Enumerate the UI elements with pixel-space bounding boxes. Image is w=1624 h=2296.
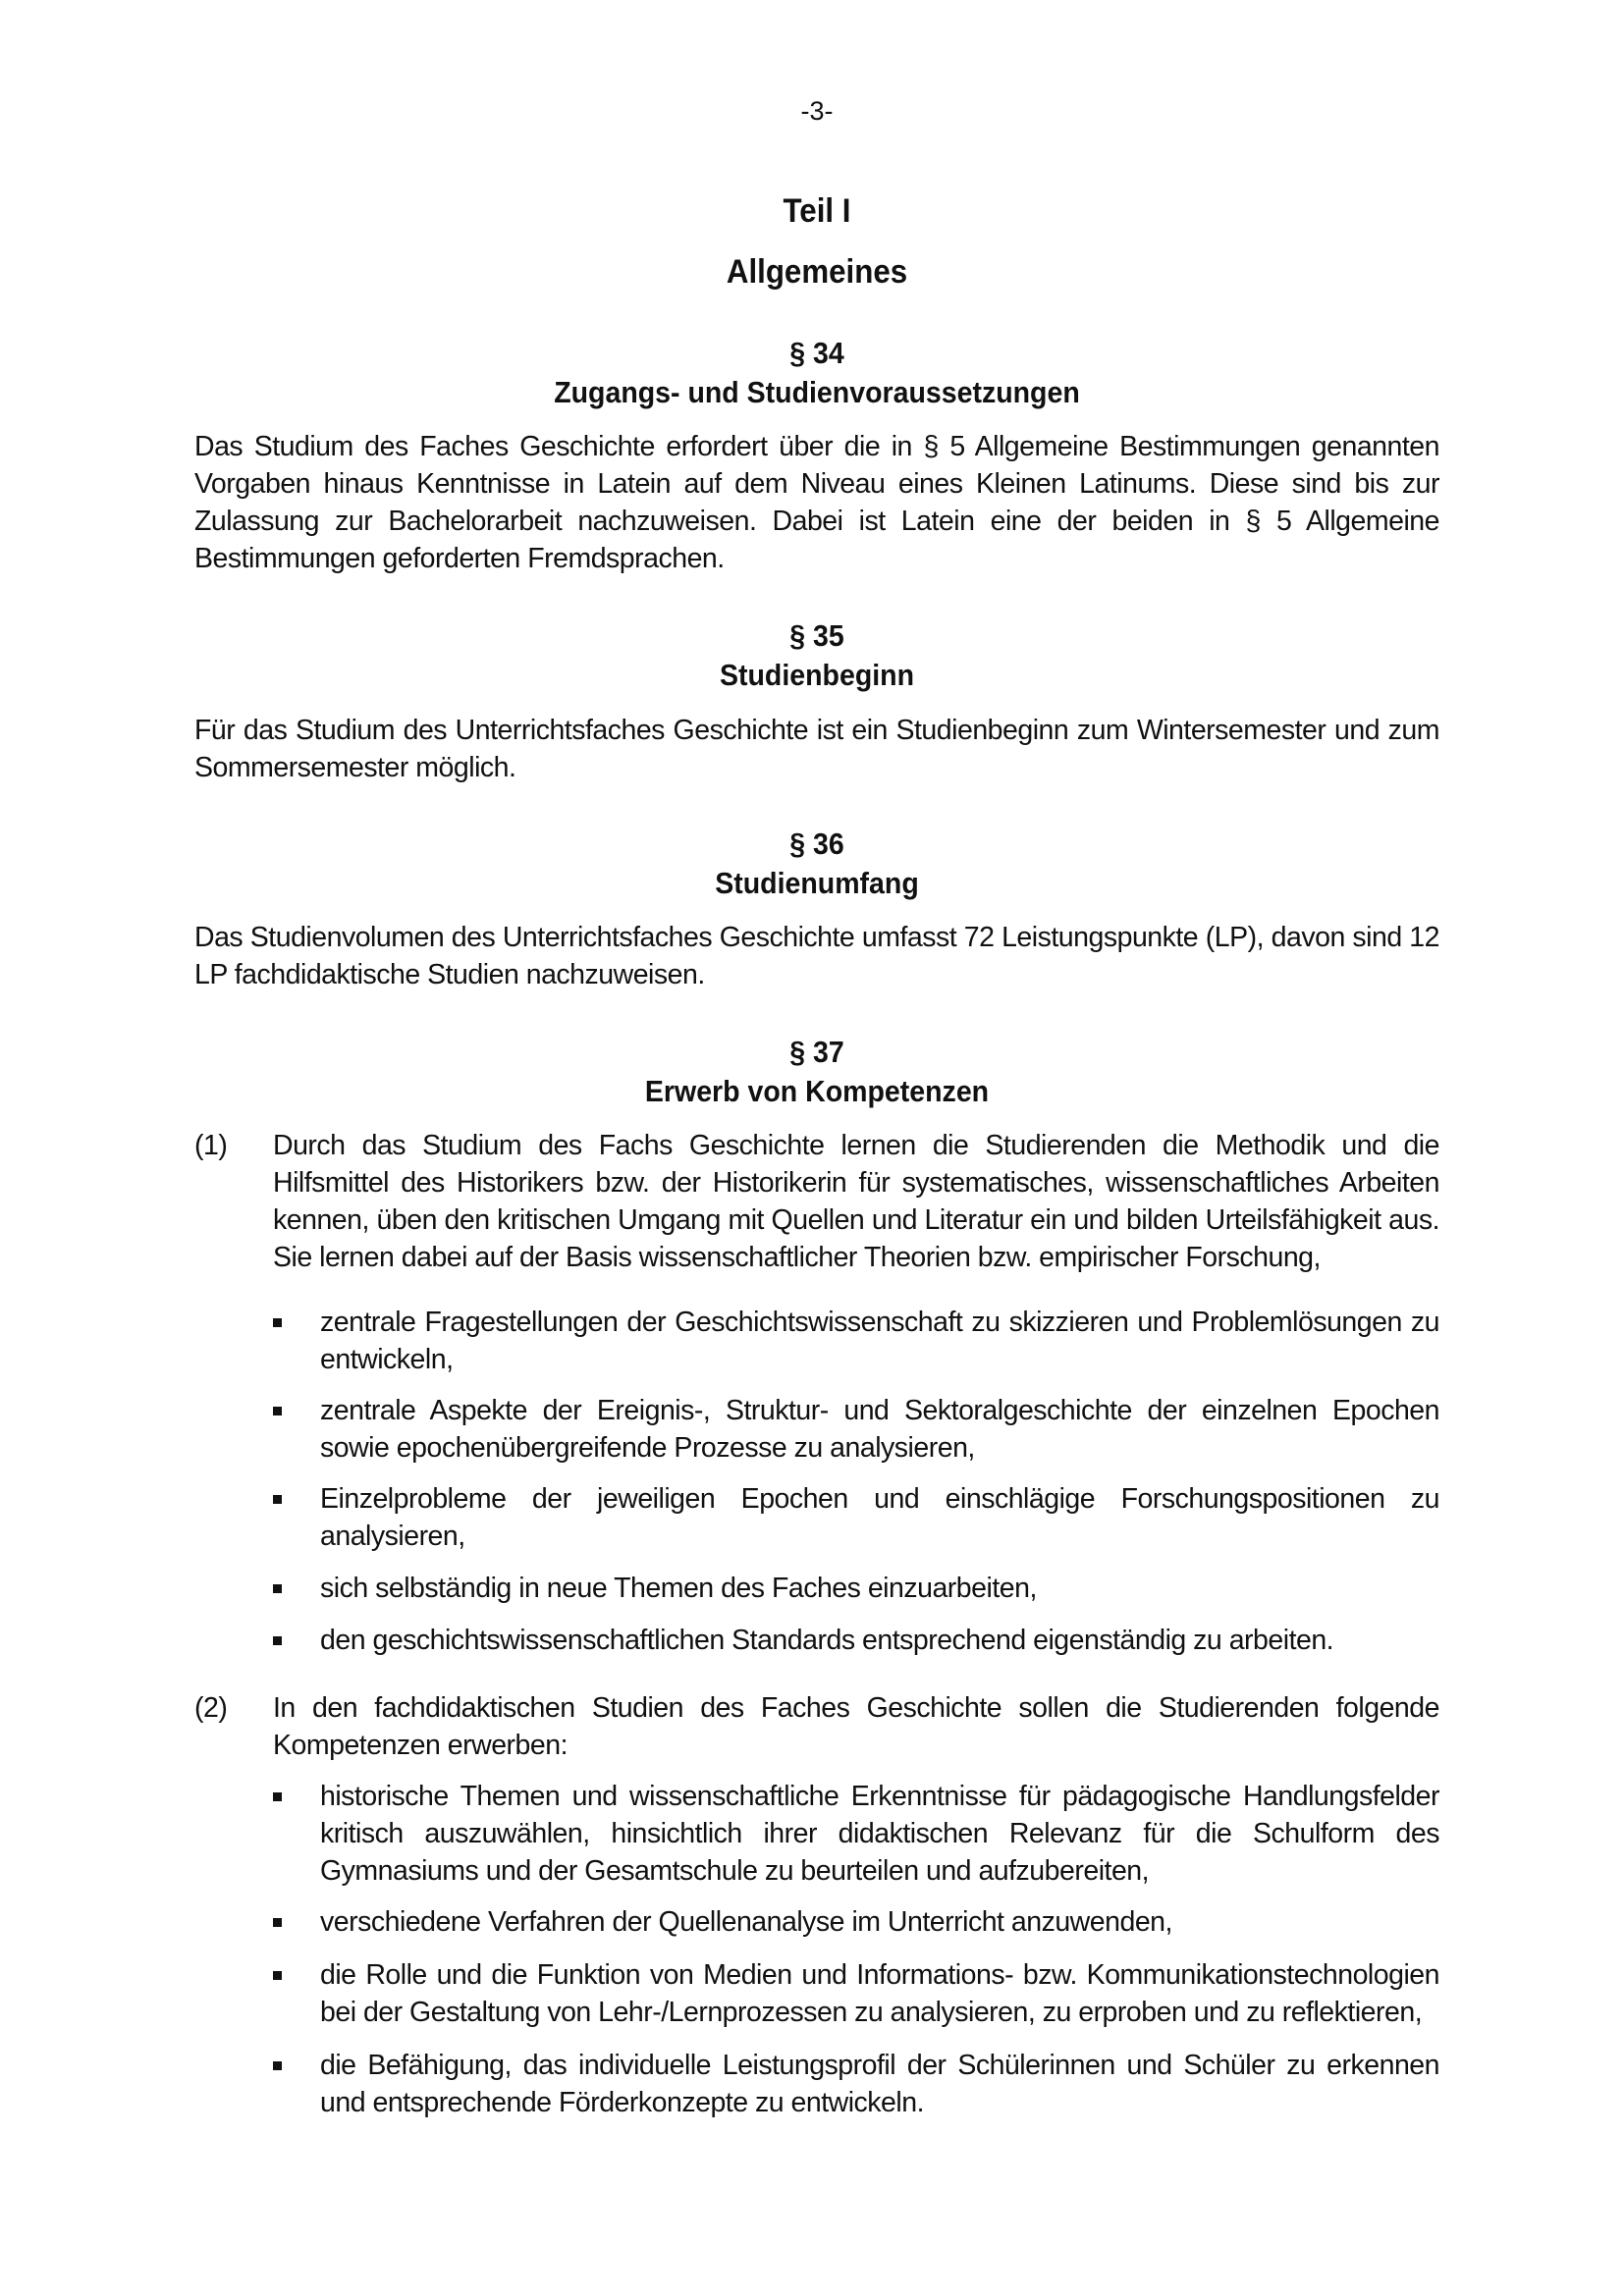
paragraph-1-label: (1): [194, 1130, 228, 1161]
square-bullet-icon: [273, 1584, 282, 1593]
page-number: -3-: [800, 96, 834, 126]
square-bullet-icon: [273, 2061, 282, 2070]
section-35-title: Studienbeginn: [719, 658, 915, 692]
square-bullet-icon: [273, 1495, 282, 1504]
section-35-number: § 35: [789, 618, 844, 653]
list-item: [273, 1956, 1439, 2031]
paragraph-2-text: In den fachdidaktischen Studien des Faches Geschichte sollen die Studierenden folgende Kompetenzen erwerben:: [273, 1692, 1439, 1761]
section-34-text: Das Studium des Faches Geschichte erfordert über die in § 5 Allgemeine Bestimmungen genannten Vorgaben hinaus Kenntnisse in Latein auf dem Niveau eines Kleinen Latinums. Diese sind bis zur Zulassung zur Bachelorarbeit nachzuweisen. Dabei ist Latein eine der beiden in § 5 Allgemeine Bestimmungen geforderten Fremdsprachen.: [194, 431, 1439, 574]
square-bullet-icon: [273, 1318, 282, 1327]
list-item-text: historische Themen und wissenschaftliche Erkenntnisse für pädagogische Handlungsfelder kritisch auszuwählen, hinsichtlich ihrer didaktischen Relevanz für die Schulform des Gymnasiums und der Gesamtschule zu beurteilen und aufzubereiten,: [320, 1781, 1439, 1887]
section-36-number: § 36: [789, 827, 844, 861]
list-item: [273, 1570, 1439, 1607]
list-item-text: die Rolle und die Funktion von Medien und Informations- bzw. Kommunikationstechnologien bei der Gestaltung von Lehr-/Lernprozessen zu analysieren, zu erproben und zu reflektieren,: [320, 1959, 1439, 2028]
section-36-text: Das Studienvolumen des Unterrichtsfaches Geschichte umfasst 72 Leistungspunkte (LP), davon sind 12 LP fachdidaktische Studien nachzuweisen.: [194, 922, 1439, 990]
section-34-number: § 34: [789, 336, 844, 370]
square-bullet-icon: [273, 1971, 282, 1980]
paragraph-1: [194, 1127, 1439, 1276]
list-item-text: Einzelprobleme der jeweiligen Epochen und einschlägige Forschungspositionen zu analysieren,: [320, 1483, 1439, 1552]
paragraph-1-text: Durch das Studium des Fachs Geschichte lernen die Studierenden die Methodik und die Hilfsmittel des Historikers bzw. der Historikerin für systematisches, wissenschaftliches Arbeiten kennen, üben den kritischen Umgang mit Quellen und Literatur ein und bilden Urteilsfähigkeit aus. Sie lernen dabei auf der Basis wissenschaftlicher Theorien bzw. empirischer Forschung,: [273, 1130, 1439, 1273]
section-34-title: Zugangs- und Studienvoraussetzungen: [554, 375, 1080, 409]
list-item-text: verschiedene Verfahren der Quellenanalyse im Unterricht anzuwenden,: [320, 1906, 1172, 1938]
square-bullet-icon: [273, 1918, 282, 1927]
list-item-text: die Befähigung, das individuelle Leistungsprofil der Schülerinnen und Schüler zu erkennen und entsprechende Förderkonzepte zu entwickeln.: [320, 2050, 1439, 2118]
list-item-text: sich selbständig in neue Themen des Faches einzuarbeiten,: [320, 1573, 1037, 1604]
list-item: [273, 1480, 1439, 1555]
square-bullet-icon: [273, 1636, 282, 1645]
paragraph-2: [194, 1689, 1439, 1764]
list-item: [273, 1778, 1439, 1890]
list-item: [273, 2047, 1439, 2121]
section-37-number: § 37: [789, 1035, 844, 1069]
section-35-text: Für das Studium des Unterrichtsfaches Geschichte ist ein Studienbeginn zum Wintersemester und zum Sommersemester möglich.: [194, 715, 1439, 783]
square-bullet-icon: [273, 1407, 282, 1415]
section-36-title: Studienumfang: [715, 866, 919, 900]
list-item: [273, 1304, 1439, 1378]
list-item: [273, 1622, 1439, 1659]
list-item-text: zentrale Aspekte der Ereignis-, Struktur- und Sektoralgeschichte der einzelnen Epochen sowie epochenübergreifende Prozesse zu analysieren,: [320, 1395, 1439, 1464]
paragraph-2-label: (2): [194, 1692, 228, 1724]
part-label: Teil I: [783, 192, 851, 230]
list-item: [273, 1903, 1439, 1941]
list-item-text: zentrale Fragestellungen der Geschichtswissenschaft zu skizzieren und Problemlösungen zu entwickeln,: [320, 1307, 1439, 1375]
list-item-text: den geschichtswissenschaftlichen Standards entsprechend eigenständig zu arbeiten.: [320, 1625, 1334, 1656]
list-item: [273, 1392, 1439, 1467]
square-bullet-icon: [273, 1792, 282, 1801]
section-37-title: Erwerb von Kompetenzen: [644, 1074, 990, 1108]
part-title: Allgemeines: [726, 253, 908, 291]
